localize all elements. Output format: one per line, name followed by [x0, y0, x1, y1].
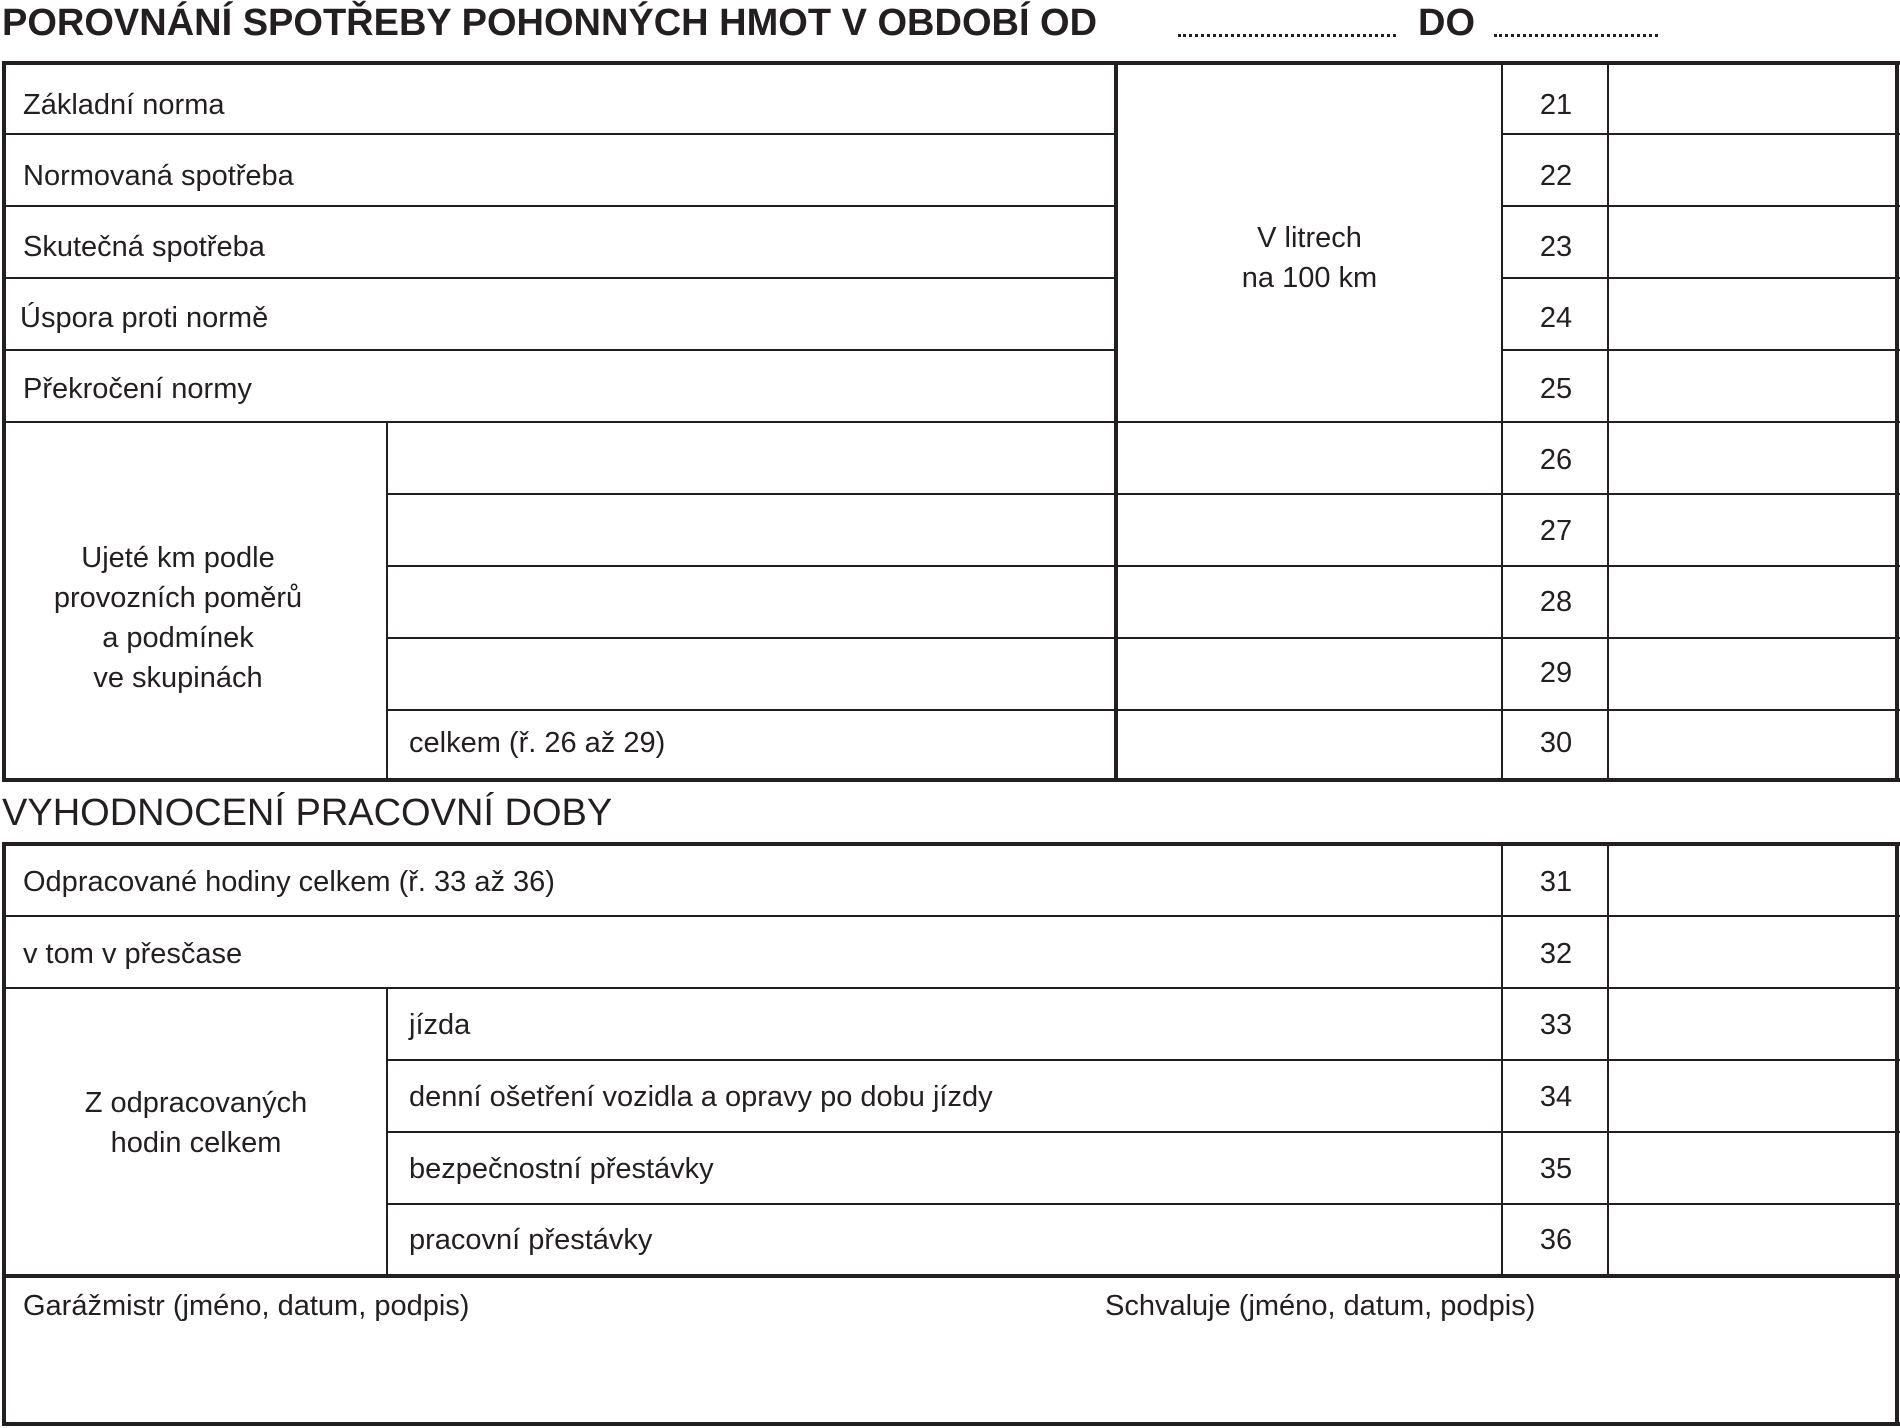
- row-label-overtime: v tom v přesčase: [23, 938, 243, 970]
- table-border: [2, 61, 1900, 65]
- row-number: 33: [1539, 1009, 1573, 1041]
- row-number: 26: [1539, 444, 1573, 476]
- row-number: 22: [1539, 160, 1573, 192]
- row-divider: [386, 637, 1900, 639]
- row-divider: [1501, 349, 1900, 351]
- form-title: POROVNÁNÍ SPOTŘEBY POHONNÝCH HMOT V OBDOBÍ OD: [2, 2, 1098, 44]
- row-number: 24: [1539, 302, 1573, 334]
- date-to-label: DO: [1418, 2, 1475, 44]
- row-divider: [2, 205, 1116, 207]
- form-header: [0, 0, 1900, 50]
- row-number: 21: [1539, 89, 1573, 121]
- row-label-driving: jízda: [409, 1009, 471, 1041]
- row-label-norm-exceeded: Překročení normy: [23, 373, 252, 405]
- work-section-title: VYHODNOCENÍ PRACOVNÍ DOBY: [2, 792, 613, 834]
- row-divider: [2, 915, 1900, 917]
- row-number: 25: [1539, 373, 1573, 405]
- unit-label: [1118, 218, 1501, 298]
- row-label-safety-breaks: bezpečnostní přestávky: [409, 1153, 714, 1185]
- row-divider: [2, 421, 1900, 423]
- row-divider: [386, 709, 1900, 711]
- unit-line-1: V litrech: [1257, 222, 1362, 254]
- row-number: 36: [1539, 1224, 1573, 1256]
- hours-group-line: Z odpracovaných: [84, 1087, 308, 1119]
- column-divider: [386, 422, 388, 780]
- row-label-base-norm: Základní norma: [23, 89, 225, 121]
- row-label-actual-consumption: Skutečná spotřeba: [23, 231, 265, 263]
- km-group-line: provozních poměrů: [53, 582, 303, 614]
- row-divider: [2, 349, 1116, 351]
- row-number: 29: [1539, 657, 1573, 689]
- km-group-line: ve skupinách: [93, 662, 263, 694]
- row-label-work-breaks: pracovní přestávky: [409, 1224, 653, 1256]
- row-label-daily-maintenance: denní ošetření vozidla a opravy po dobu jízdy: [409, 1081, 993, 1113]
- hours-group-label: [6, 1083, 386, 1163]
- row-divider: [1501, 205, 1900, 207]
- row-divider: [386, 1059, 1900, 1061]
- row-divider: [386, 493, 1900, 495]
- table-border: [2, 842, 1900, 846]
- km-group-label: [6, 538, 350, 698]
- row-divider: [386, 1203, 1900, 1205]
- hours-group-line: hodin celkem: [110, 1127, 282, 1159]
- row-number: 28: [1539, 586, 1573, 618]
- table-border: [1895, 842, 1899, 1426]
- row-divider: [386, 565, 1900, 567]
- row-label-hours-total: Odpracované hodiny celkem (ř. 33 až 36): [23, 866, 555, 898]
- approver-signature-label: Schvaluje (jméno, datum, podpis): [1105, 1290, 1536, 1322]
- row-divider: [1501, 277, 1900, 279]
- row-divider: [2, 133, 1116, 135]
- row-number: 35: [1539, 1153, 1573, 1185]
- row-number: 32: [1539, 938, 1573, 970]
- row-divider: [386, 1131, 1900, 1133]
- row-number: 27: [1539, 515, 1573, 547]
- unit-line-2: na 100 km: [1241, 262, 1378, 294]
- row-divider: [1501, 133, 1900, 135]
- row-label-normed-consumption: Normovaná spotřeba: [23, 160, 294, 192]
- date-from-field[interactable]: [1178, 34, 1396, 37]
- table-border: [2, 778, 1900, 782]
- km-group-line: a podmínek: [102, 622, 254, 654]
- row-label-saving: Úspora proti normě: [20, 302, 269, 334]
- garage-master-signature-label: Garážmistr (jméno, datum, podpis): [23, 1290, 470, 1322]
- row-number: 31: [1539, 866, 1573, 898]
- km-total-label: celkem (ř. 26 až 29): [409, 727, 666, 759]
- date-to-field[interactable]: [1494, 34, 1658, 37]
- row-number: 30: [1539, 727, 1573, 759]
- table-border: [2, 1422, 1900, 1426]
- km-group-line: Ujeté km podle: [81, 542, 275, 574]
- row-divider: [2, 987, 1900, 989]
- row-divider: [2, 277, 1116, 279]
- row-number: 34: [1539, 1081, 1573, 1113]
- row-number: 23: [1539, 231, 1573, 263]
- table-border: [2, 1274, 1900, 1278]
